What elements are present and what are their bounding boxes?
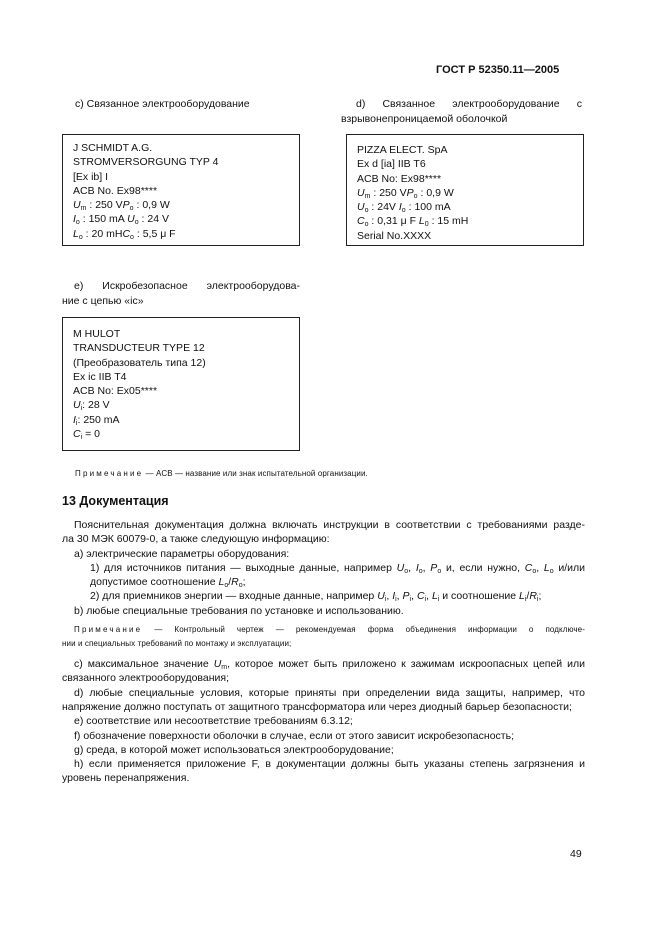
section-title: 13 Документация bbox=[62, 494, 169, 508]
note-control-drawing: Примечание — Контрольный чертеж — рекомендуемая форма объединения информации о подключе- bbox=[74, 625, 585, 635]
marking-box-d: PIZZA ELECT. SpA Ex d [ia] IIB T6 ACB No: Ex98**** $U_m$ : 250 $VP_o$ : 0,9 W $U_o$ : 24V $I_o$ : 100 mA $C_o$ : 0,31 μ F $L_0$ : 15 mH Serial No.XXXX bbox=[346, 134, 584, 246]
item-a1: 1) для источников питания — выходные данные, например $U_o$, $I_o$, $P_o$ и, если нужно, $C_o$, $L_o$ и/или bbox=[90, 561, 586, 575]
marking-box-c: J SCHMIDT A.G. STROMVERSORGUNG TYP 4 [Ex ib] I ACB No. Ex98**** $U_m$ : 250 $VP_o$ : 0,9 W $I_o$ : 150 mA $U_o$ : 24 V $L_o$ : 20 mHC$_o$ : 5,5 μ F bbox=[62, 134, 300, 246]
caption-e: е) Искробезопасное электрооборудова- ние с цепью «ic» bbox=[62, 280, 300, 307]
section-body: Пояснительная документация должна включать инструкции в соответствии с требованиями разде- ла 30 МЭК 60079-0, а также следующую информацию: а) электрические параметры оборудования: 1) для источников питания — выходные данные, например $U_o$, $I_o$, $P_o$ и, если нужно, $C_o$, $L_o$ и/или допустимое соотношение $L_o/R_o$; 2) для приемников энергии — входные данные, например $U_i$, $I_i$, $P_i$, $C_i$, $L_i$ и соотношение $L_i/R_i$; b) любые специальные требования по установке и использованию. Примечание — Контрольный чертеж — рекомендуемая форма объединения информации о подключе- нии и специальных требований по монтажу и эксплуатации; с) максимальное значение $U_m$, которое может быть приложено к зажимам искроопасных цепей или связанного электрооборудования; d) любые специальные условия, которые приняты при определении вида защиты, например, что напряжение должно поступать от защитного трансформатора или через диодный барьер безопасности; е) соответствие или несоответствие требованиям 6.3.12; f) обозначение поверхности оболочки в случае, если от этого зависит искробезопасность; g) среда, в которой может использоваться электрооборудование; h) если применяется приложение F, в документации должны быть указаны степень загрязнения и уровень перенапряжения. bbox=[62, 519, 586, 785]
note-acb: Примечание — АСВ — название или знак испытательной организации. bbox=[75, 469, 368, 478]
caption-d: d) Связанное электрооборудование с взрывонепроницаемой оболочкой bbox=[341, 98, 582, 125]
item-a1-cont: допустимое соотношение $L_o/R_o$; bbox=[90, 576, 246, 590]
page-number: 49 bbox=[570, 848, 582, 860]
item-a2: 2) для приемников энергии — входные данные, например $U_i$, $I_i$, $P_i$, $C_i$, $L_i$ и соотношение $L_i/R_i$; bbox=[90, 590, 542, 604]
marking-box-e: M HULOT TRANSDUCTEUR TYPE 12 (Преобразователь типа 12) Ex ic IIB T4 ACB No: Ex05**** $U_i$: 28 V $I_i$: 250 mA $C_i = 0$ bbox=[62, 317, 300, 451]
standard-number: ГОСТ Р 52350.11—2005 bbox=[436, 64, 560, 76]
caption-c: с) Связанное электрооборудование bbox=[75, 98, 250, 110]
